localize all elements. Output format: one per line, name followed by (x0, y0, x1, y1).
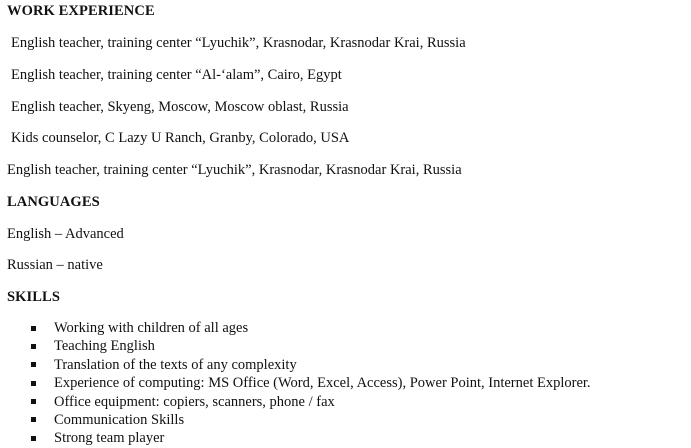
skills-list (0, 319, 591, 448)
work-experience-item: English teacher, training center “Lyuchik”, Krasnodar, Krasnodar Krai, Russia (7, 162, 462, 178)
work-experience-item: English teacher, Skyeng, Moscow, Moscow oblast, Russia (11, 99, 349, 115)
work-experience-item: English teacher, training center “Lyuchik”, Krasnodar, Krasnodar Krai, Russia (11, 35, 466, 51)
skills-heading: SKILLS (7, 289, 60, 305)
work-experience-item: Kids counselor, C Lazy U Ranch, Granby, Colorado, USA (11, 130, 350, 146)
skills-list-item (0, 356, 591, 374)
skills-list-item (0, 374, 591, 392)
skill-text: Experience of computing: MS Office (Word, Excel, Access), Power Point, Internet Explorer. (54, 375, 591, 392)
bullet-icon (31, 362, 36, 367)
skills-list-item (0, 319, 591, 337)
skills-list-item (0, 429, 591, 447)
bullet-icon (31, 417, 36, 422)
skills-list-item (0, 393, 591, 411)
language-item: Russian – native (7, 257, 103, 273)
skill-text: Strong team player (54, 430, 165, 447)
bullet-icon (31, 399, 36, 404)
skills-list-item (0, 411, 591, 429)
bullet-icon (31, 381, 36, 386)
skill-text: Communication Skills (54, 411, 185, 428)
work-experience-heading: WORK EXPERIENCE (7, 3, 155, 19)
languages-heading: LANGUAGES (7, 194, 100, 210)
work-experience-item: English teacher, training center “Al-‘alam”, Cairo, Egypt (11, 67, 342, 83)
bullet-icon (31, 436, 36, 441)
bullet-icon (31, 326, 36, 331)
language-item: English – Advanced (7, 226, 124, 242)
skill-text: Translation of the texts of any complexity (54, 356, 297, 373)
skill-text: Office equipment: copiers, scanners, phone / fax (54, 393, 335, 410)
skills-list-item (0, 337, 591, 355)
skill-text: Working with children of all ages (54, 320, 249, 336)
bullet-icon (31, 344, 36, 349)
skill-text: Teaching English (54, 338, 155, 355)
